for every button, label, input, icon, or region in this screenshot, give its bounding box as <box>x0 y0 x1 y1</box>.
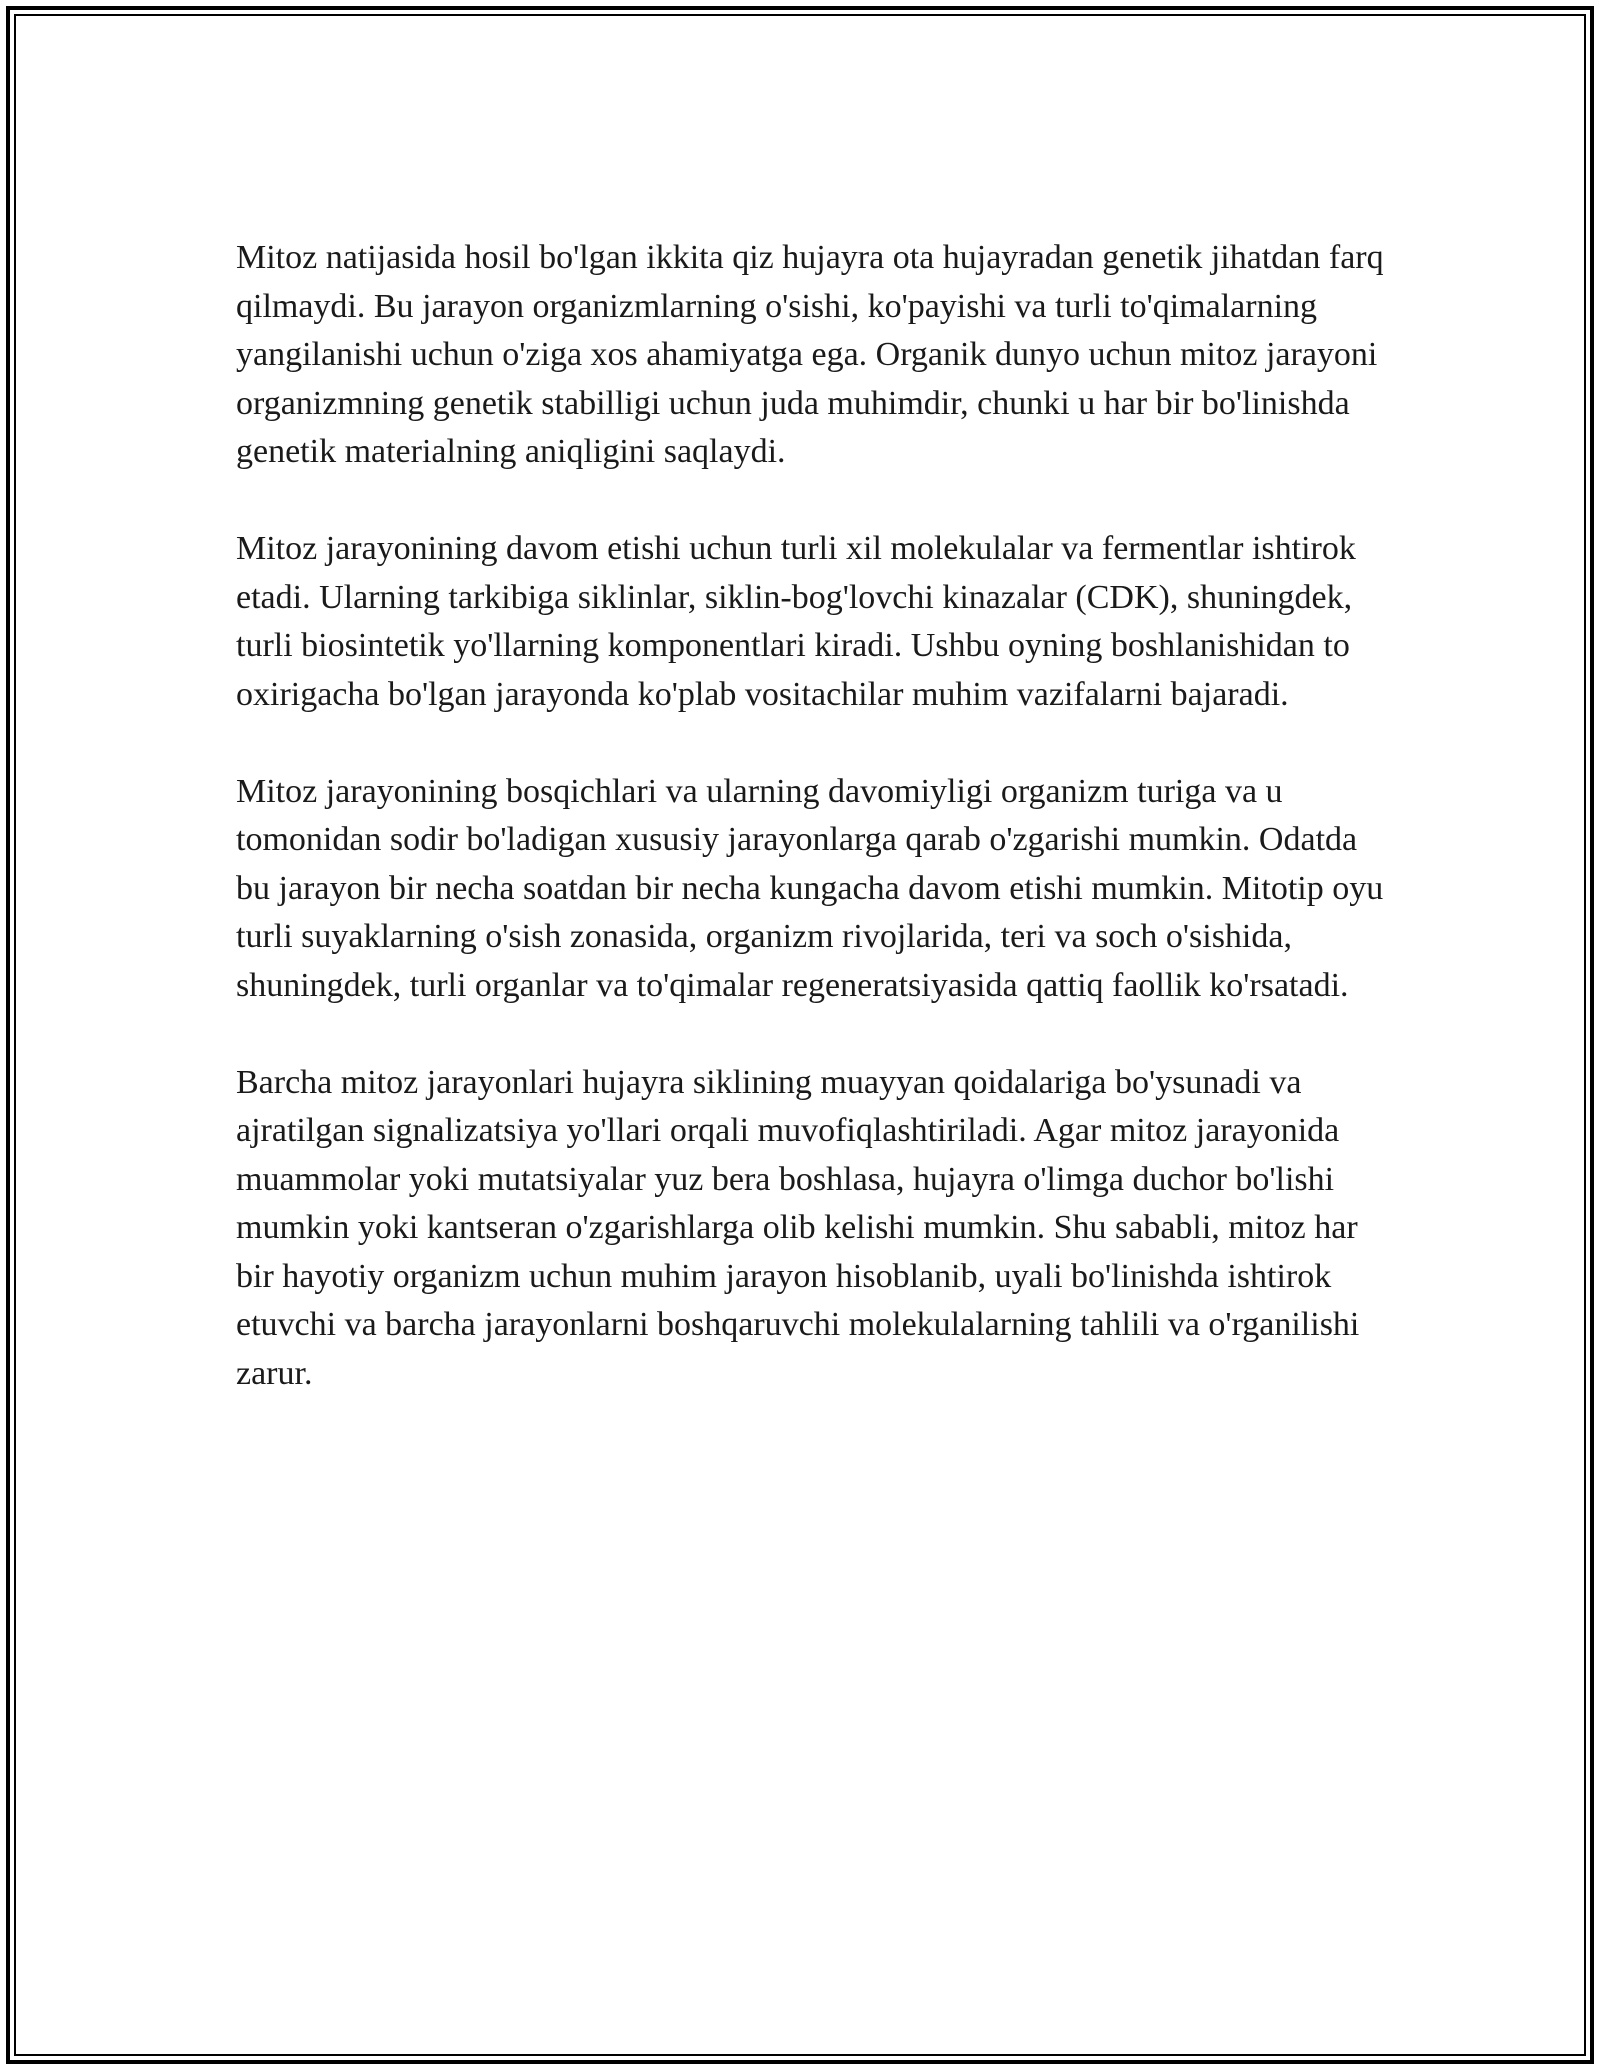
paragraph-4: Barcha mitoz jarayonlari hujayra siklining muayyan qoidalariga bo'ysunadi va ajratilgan signalizatsiya yo'llari orqali muvofiqlashtiriladi. Agar mitoz jarayonida muammolar yoki mutatsiyalar yuz bera boshlasa, hujayra o'limga duchor bo'lishi mumkin yoki kantseran o'zgarishlarga olib kelishi mumkin. Shu sababli, mitoz har bir hayotiy organizm uchun muhim jarayon hisoblanib, uyali bo'linishda ishtirok etuvchi va barcha jarayonlarni boshqaruvchi molekulalarning tahlili va o'rganilishi zarur. <box>236 1063 1360 1392</box>
paragraph-3: Mitoz jarayonining bosqichlari va ularning davomiyligi organizm turiga va u tomonidan sodir bo'ladigan xususiy jarayonlarga qarab o'zgarishi mumkin. Odatda bu jarayon bir necha soatdan bir necha kungacha davom etishi mumkin. Mitotip oyu turli suyaklarning o'sish zonasida, organizm rivojlarida, teri va soch o'sishida, shuningdek, turli organlar va to'qimalar regeneratsiyasida qattiq faollik ko'rsatadi. <box>236 772 1384 1004</box>
paragraph-1: Mitoz natijasida hosil bo'lgan ikkita qiz hujayra ota hujayradan genetik jihatdan farq qilmaydi. Bu jarayon organizmlarning o'sishi, ko'payishi va turli to'qimalarning yangilanishi uchun o'ziga xos ahamiyatga ega. Organik dunyo uchun mitoz jarayoni organizmning genetik stabilligi uchun juda muhimdir, chunki u har bir bo'linishda genetik materialning aniqligini saqlaydi. <box>236 239 1384 470</box>
paragraph-2: Mitoz jarayonining davom etishi uchun turli xil molekulalar va fermentlar ishtirok etadi. Ularning tarkibiga siklinlar, siklin-bog'lovchi kinazalar (CDK), shuningdek, turli biosintetik yo'llarning komponentlari kiradi. Ushbu oyning boshlanishidan to oxirigacha bo'lgan jarayonda ko'plab vositachilar muhim vazifalarni bajaradi. <box>236 530 1356 713</box>
document-body <box>236 234 1396 1398</box>
